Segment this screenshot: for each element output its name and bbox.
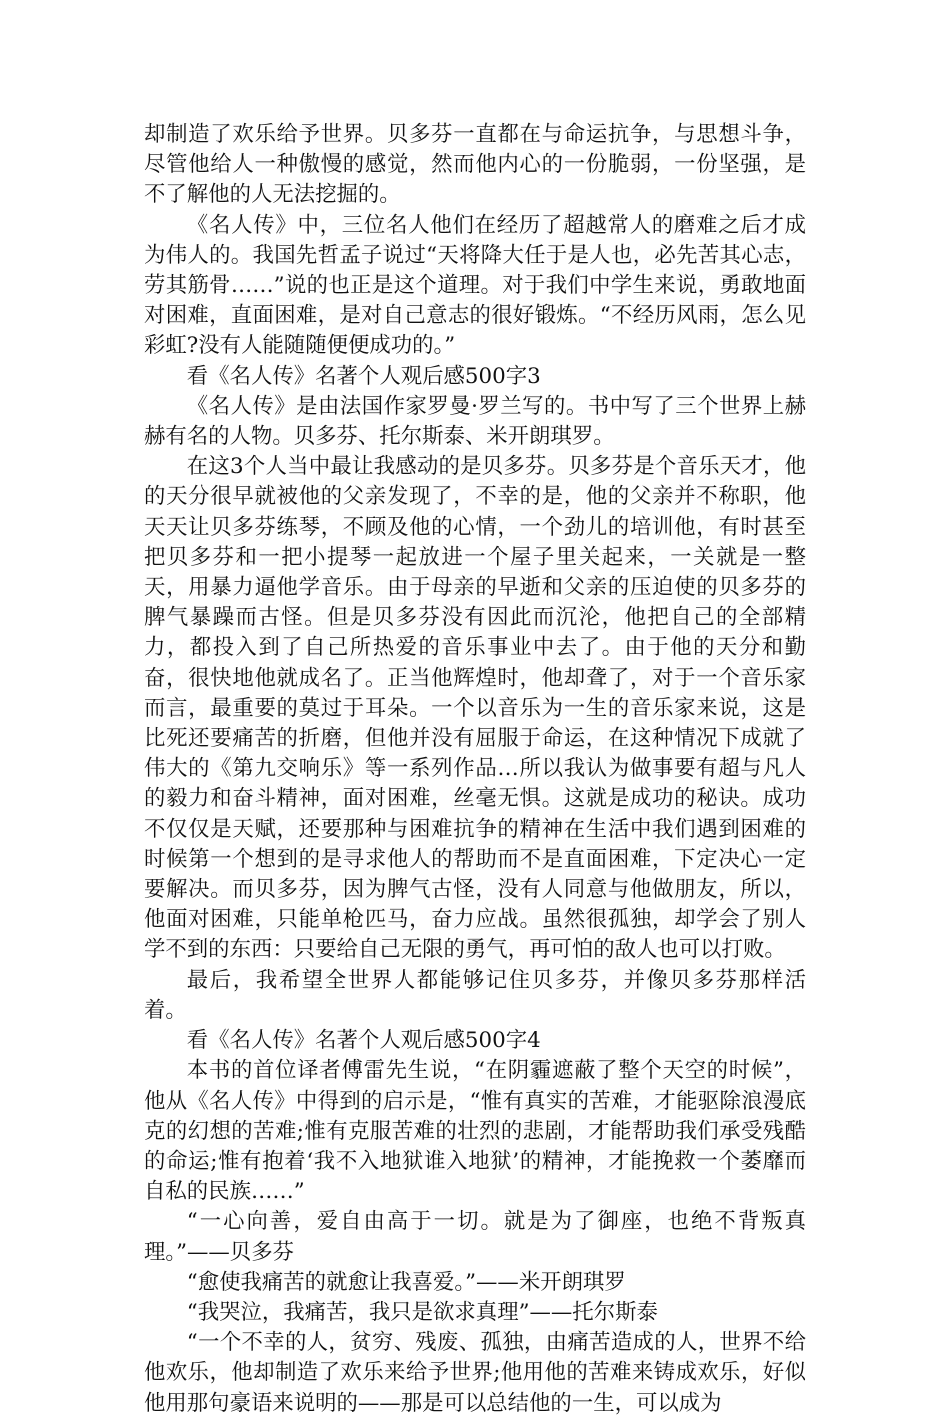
paragraph-2: 《名人传》中，三位名人他们在经历了超越常人的磨难之后才成为伟人的。我国先哲孟子说过“天将降大任于是人也，必先苦其心志，劳其筋骨……”说的也正是这个道理。对于我们中学生来说，勇敢地面对困难，直面困难，是对自己意志的很好锻炼。“不经历风雨，怎么见彩虹?没有人能随随便便成功的。”: [144, 212, 806, 359]
paragraph-4: 在这3个人当中最让我感动的是贝多芬。贝多芬是个音乐天才，他的天分很早就被他的父亲发现了，不幸的是，他的父亲并不称职，他天天让贝多芬练琴，不顾及他的心情，一个劲儿的培训他，有时甚至把贝多芬和一把小提琴一起放进一个屋子里关起来，一关就是一整天，用暴力逼他学音乐。由于母亲的早逝和父亲的压迫使的贝多芬的脾气暴躁而古怪。但是贝多芬没有因此而沉沦，他把自己的全部精力，都投入到了自己所热爱的音乐事业中去了。由于他的天分和勤奋，很快地他就成名了。正当他辉煌时，他却聋了，对于一个音乐家而言，最重要的莫过于耳朵。一个以音乐为一生的音乐家来说，这是比死还要痛苦的折磨，但他并没有屈服于命运，在这种情况下成就了伟大的《第九交响乐》等一系列作品…所以我认为做事要有超与凡人的毅力和奋斗精神，面对困难，丝毫无惧。这就是成功的秘诀。成功不仅仅是天赋，还要那种与困难抗争的精神在生活中我们遇到困难的时候第一个想到的是寻求他人的帮助而不是直面困难，下定决心一定要解决。而贝多芬，因为脾气古怪，没有人同意与他做朋友，所以，他面对困难，只能单枪匹马，奋力应战。虽然很孤独，却学会了别人学不到的东西：只要给自己无限的勇气，再可怕的敌人也可以打败。: [144, 454, 806, 963]
quote-tolstoy: “我哭泣，我痛苦，我只是欲求真理”——托尔斯泰: [186, 1299, 658, 1325]
document-body: [144, 120, 806, 1419]
paragraph-6: 本书的首位译者傅雷先生说，“在阴霾遮蔽了整个天空的时候”，他从《名人传》中得到的启示是，“惟有真实的苦难，才能驱除浪漫底克的幻想的苦难;惟有克服苦难的壮烈的悲剧，才能帮助我们承受残酷的命运;惟有抱着‘我不入地狱谁入地狱’的精神，才能挽救一个萎靡而自私的民族……”: [144, 1058, 806, 1205]
quote-beethoven: “一心向善，爱自由高于一切。就是为了御座，也绝不背叛真理。”——贝多芬: [144, 1209, 806, 1265]
paragraph-5: 最后，我希望全世界人都能够记住贝多芬，并像贝多芬那样活着。: [144, 967, 806, 1023]
section-heading-4: 看《名人传》名著个人观后感500字4: [186, 1028, 541, 1054]
section-heading-3: 看《名人传》名著个人观后感500字3: [186, 363, 541, 389]
quote-michelangelo: “愈使我痛苦的就愈让我喜爱。”——米开朗琪罗: [186, 1269, 626, 1295]
paragraph-1: 却制造了欢乐给予世界。贝多芬一直都在与命运抗争，与思想斗争，尽管他给人一种傲慢的感觉，然而他内心的一份脆弱，一份坚强，是不了解他的人无法挖掘的。: [144, 122, 806, 208]
paragraph-7: “一个不幸的人，贫穷、残废、孤独，由痛苦造成的人，世界不给他欢乐，他却制造了欢乐来给予世界;他用他的苦难来铸成欢乐，好似他用那句豪语来说明的——那是可以总结他的一生，可以成为: [144, 1330, 806, 1416]
paragraph-3: 《名人传》是由法国作家罗曼·罗兰写的。书中写了三个世界上赫赫有名的人物。贝多芬、托尔斯泰、米开朗琪罗。: [144, 393, 806, 450]
